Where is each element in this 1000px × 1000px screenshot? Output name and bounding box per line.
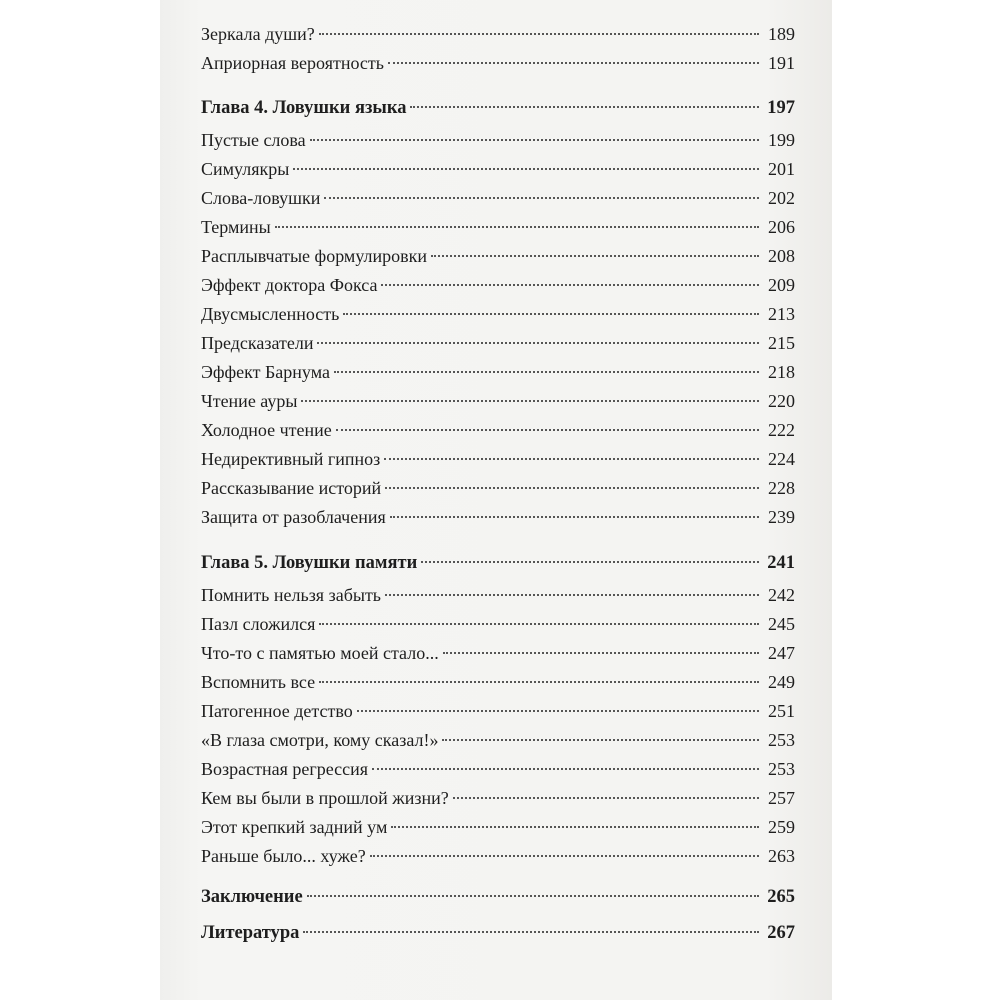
dot-leader (317, 342, 759, 344)
toc-entry-title: Холодное чтение (201, 420, 332, 440)
toc-entry-title: Защита от разоблачения (201, 507, 386, 527)
toc-entry-page: 218 (768, 362, 795, 382)
dot-leader (343, 313, 759, 315)
toc-entry (201, 389, 795, 413)
toc-entry-title: Патогенное детство (201, 701, 353, 721)
toc-entry-page: 263 (768, 846, 795, 866)
dot-leader (275, 226, 759, 228)
toc-entry-page: 265 (767, 887, 795, 907)
toc-entry-page: 201 (768, 159, 795, 179)
toc-entry-title: Вспомнить все (201, 672, 316, 692)
toc-entry-page: 257 (768, 788, 795, 808)
toc-entry-page: 228 (768, 478, 795, 498)
dot-leader (385, 487, 759, 489)
toc-entry-page: 241 (767, 553, 795, 573)
toc-entry (201, 699, 795, 723)
toc-entry-title: Рассказывание историй (201, 478, 382, 498)
dot-leader (319, 681, 759, 683)
toc-entry-page: 197 (767, 98, 795, 118)
dot-leader (391, 826, 759, 828)
toc-entry-title: Чтение ауры (201, 391, 298, 411)
dot-leader (334, 371, 759, 373)
toc-chapter-entry (201, 551, 795, 575)
toc-entry (201, 844, 795, 868)
toc-entry-page: 245 (768, 614, 795, 634)
toc-entry (201, 476, 795, 500)
toc-entry-page: 191 (768, 53, 795, 73)
toc-entry-title: Эффект Барнума (201, 362, 330, 382)
toc-entry-page: 253 (768, 730, 795, 750)
toc-entry-title: Априорная вероятность (201, 53, 384, 73)
dot-leader (385, 594, 759, 596)
toc-entry-page: 259 (768, 817, 795, 837)
toc-entry (201, 815, 795, 839)
dot-leader (431, 255, 759, 257)
toc-entry-page: 202 (768, 188, 795, 208)
dot-leader (410, 106, 759, 108)
toc-entry-title: Зеркала души? (201, 24, 315, 44)
toc-entry-title: Предсказатели (201, 333, 314, 353)
toc-entry (201, 22, 795, 46)
toc-entry (201, 612, 795, 636)
toc-entry-page: 215 (768, 333, 795, 353)
dot-leader (453, 797, 759, 799)
toc-entry (201, 302, 795, 326)
toc-entry-title: Пустые слова (201, 130, 306, 150)
toc-entry-page: 208 (768, 246, 795, 266)
toc-entry-page: 220 (768, 391, 795, 411)
toc-entry (201, 244, 795, 268)
toc-entry (201, 128, 795, 152)
dot-leader (388, 62, 759, 64)
toc-entry-page: 251 (768, 701, 795, 721)
toc-entry-page: 199 (768, 130, 795, 150)
dot-leader (443, 652, 759, 654)
toc-chapter-title: Литература (201, 923, 300, 943)
toc-chapter-title: Глава 5. Ловушки памяти (201, 553, 418, 573)
toc-entry-page: 239 (768, 507, 795, 527)
dot-leader (421, 561, 759, 563)
toc-entry-title: Термины (201, 217, 271, 237)
toc-entry (201, 360, 795, 384)
toc-entry-title: Этот крепкий задний ум (201, 817, 388, 837)
toc-entry (201, 215, 795, 239)
toc-entry-title: Двусмысленность (201, 304, 340, 324)
toc-entry-page: 242 (768, 585, 795, 605)
toc-entry-title: Что-то с памятью моей стало... (201, 643, 439, 663)
toc-entry (201, 786, 795, 810)
toc-entry (201, 505, 795, 529)
dot-leader (370, 855, 759, 857)
toc-entry-page: 267 (767, 923, 795, 943)
toc-entry (201, 418, 795, 442)
toc-entry (201, 641, 795, 665)
toc-chapter-title: Глава 4. Ловушки языка (201, 98, 407, 118)
toc-entry-title: Раньше было... хуже? (201, 846, 366, 866)
toc-chapter-title: Заключение (201, 887, 303, 907)
toc-entry (201, 157, 795, 181)
toc-chapter-entry (201, 885, 795, 909)
toc-entry-page: 189 (768, 24, 795, 44)
toc-entry-title: Эффект доктора Фокса (201, 275, 378, 295)
toc-entry-page: 253 (768, 759, 795, 779)
toc-entry-title: «В глаза смотри, кому сказал!» (201, 730, 439, 750)
toc-entry-page: 213 (768, 304, 795, 324)
toc-chapter-entry (201, 921, 795, 945)
dot-leader (307, 895, 759, 897)
toc-entry-page: 249 (768, 672, 795, 692)
toc-entry (201, 728, 795, 752)
dot-leader (442, 739, 759, 741)
toc-entry (201, 273, 795, 297)
toc-entry (201, 447, 795, 471)
dot-leader (293, 168, 759, 170)
dot-leader (384, 458, 759, 460)
toc-entry-title: Кем вы были в прошлой жизни? (201, 788, 449, 808)
dot-leader (336, 429, 759, 431)
dot-leader (301, 400, 759, 402)
dot-leader (357, 710, 759, 712)
toc-entry (201, 186, 795, 210)
toc-entry-page: 222 (768, 420, 795, 440)
toc-entry (201, 670, 795, 694)
dot-leader (324, 197, 759, 199)
dot-leader (310, 139, 759, 141)
toc-entry-title: Расплывчатые формулировки (201, 246, 428, 266)
toc-entry-title: Возрастная регрессия (201, 759, 369, 779)
dot-leader (319, 623, 759, 625)
toc-entry-page: 224 (768, 449, 795, 469)
toc-entry-title: Недирективный гипноз (201, 449, 381, 469)
dot-leader (372, 768, 759, 770)
toc-entry-page: 206 (768, 217, 795, 237)
toc-entry-page: 209 (768, 275, 795, 295)
toc-entry-title: Слова-ловушки (201, 188, 321, 208)
dot-leader (319, 33, 759, 35)
toc-entry (201, 583, 795, 607)
dot-leader (381, 284, 759, 286)
dot-leader (303, 931, 759, 933)
toc-entry (201, 331, 795, 355)
toc-entry-title: Помнить нельзя забыть (201, 585, 382, 605)
toc-entry-title: Симулякры (201, 159, 290, 179)
dot-leader (390, 516, 759, 518)
toc-entry-title: Пазл сложился (201, 614, 316, 634)
toc-chapter-entry (201, 96, 795, 120)
toc-entry-page: 247 (768, 643, 795, 663)
toc-entry (201, 757, 795, 781)
toc-entry (201, 51, 795, 75)
